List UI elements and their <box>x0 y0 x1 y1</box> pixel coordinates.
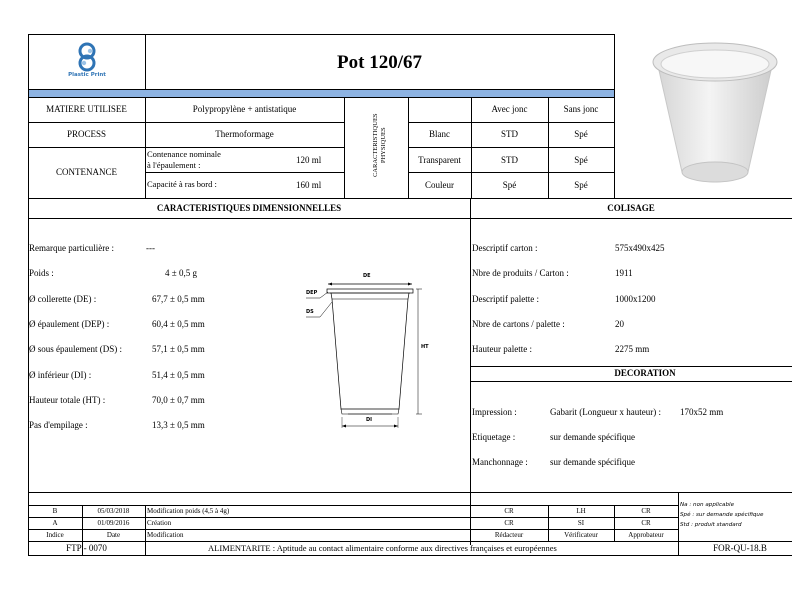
contenance-nominale-value: 120 ml <box>296 155 322 165</box>
ht-label: HT <box>421 344 429 350</box>
colisage-label: Nbre de cartons / palette : <box>472 319 565 329</box>
rev-header-approbateur: Approbateur <box>628 531 664 539</box>
de-label: DE <box>363 273 371 279</box>
rev-redacteur: CR <box>504 507 514 515</box>
colisage-value: 20 <box>615 319 624 329</box>
ds-label: DS <box>306 309 314 315</box>
colisage-header: COLISAGE <box>607 203 655 213</box>
colisage-value: 575x490x425 <box>615 243 665 253</box>
process-label: PROCESS <box>66 129 107 139</box>
dim-label: Remarque particulière : <box>29 243 114 253</box>
logo-icon <box>46 40 128 74</box>
product-image <box>648 40 783 192</box>
phys-row-avec: STD <box>500 155 518 165</box>
colisage-value: 1911 <box>615 268 633 278</box>
capacite-value: 160 ml <box>296 180 322 190</box>
impression-size: 170x52 mm <box>680 407 724 417</box>
footer-ftp: FTP - 0070 <box>66 543 107 553</box>
phys-row-sans: Spé <box>574 155 588 165</box>
blue-band <box>29 90 614 97</box>
dim-value: 57,1 ± 0,5 mm <box>152 344 205 354</box>
etiquetage-label: Etiquetage : <box>472 432 516 442</box>
manchonnage-value: sur demande spécifique <box>550 457 635 467</box>
dim-label: Ø épaulement (DEP) : <box>29 319 110 329</box>
dep-label: DEP <box>306 290 318 296</box>
dim-header: CARACTERISTIQUES DIMENSIONNELLES <box>156 203 342 213</box>
rev-approbateur: CR <box>641 507 651 515</box>
dim-value: 13,3 ± 0,5 mm <box>152 420 205 430</box>
manchonnage-label: Manchonnage : <box>472 457 528 467</box>
rev-modification: Création <box>147 519 172 527</box>
dim-value: 70,0 ± 0,7 mm <box>152 395 205 405</box>
colisage-value: 1000x1200 <box>615 294 656 304</box>
rev-verificateur: SI <box>577 519 585 527</box>
colisage-label: Descriptif palette : <box>472 294 539 304</box>
dim-value: --- <box>146 243 155 253</box>
footer-code: FOR-QU-18.B <box>713 543 767 553</box>
phys-row-sans: Spé <box>574 129 588 139</box>
cup-drawing <box>300 268 440 433</box>
phys-row-avec: Spé <box>502 180 517 190</box>
dim-value: 4 ± 0,5 g <box>165 268 197 278</box>
legend-spe: Spé : sur demande spécifique <box>680 512 764 518</box>
dim-label: Ø sous épaulement (DS) : <box>29 344 122 354</box>
contenance-label: CONTENANCE <box>56 167 117 177</box>
impression-label: Impression : <box>472 407 517 417</box>
capacite-label: Capacité à ras bord : <box>147 179 217 189</box>
rev-header-indice: Indice <box>46 531 64 539</box>
colisage-value: 2275 mm <box>615 344 650 354</box>
phys-row-name: Blanc <box>429 129 450 139</box>
contenance-nominale-label: Contenance nominale <box>147 149 221 159</box>
phys-row-name: Transparent <box>418 155 461 165</box>
contenance-nominale-label-2: à l'épaulement : <box>147 160 201 170</box>
etiquetage-value: sur demande spécifique <box>550 432 635 442</box>
rev-header-date: Date <box>106 531 121 539</box>
matiere-value: Polypropylène + antistatique <box>192 104 297 114</box>
rev-date: 05/03/2018 <box>97 507 130 515</box>
phys-row-name: Couleur <box>425 180 454 190</box>
footer-alimentarite: ALIMENTARITE : Aptitude au contact alimentaire conforme aux directives françaises et européennes <box>208 543 557 553</box>
phys-row-avec: STD <box>500 129 518 139</box>
phys-row-sans: Spé <box>574 180 588 190</box>
colisage-label: Nbre de produits / Carton : <box>472 268 569 278</box>
dim-label: Ø collerette (DE) : <box>29 294 97 304</box>
colisage-label: Descriptif carton : <box>472 243 538 253</box>
rev-indice: B <box>52 507 58 515</box>
rev-redacteur: CR <box>504 519 514 527</box>
rev-date: 01/09/2016 <box>97 519 130 527</box>
di-label: DI <box>366 417 373 423</box>
legend-na: Na : non applicable <box>680 502 735 508</box>
colisage-label: Hauteur palette : <box>472 344 532 354</box>
dim-label: Pas d'empilage : <box>29 420 88 430</box>
dim-value: 67,7 ± 0,5 mm <box>152 294 205 304</box>
rev-header-modification: Modification <box>147 531 184 539</box>
dim-label: Ø inférieur (DI) : <box>29 370 92 380</box>
rev-verificateur: LH <box>576 507 586 515</box>
rev-modification: Modification poids (4,5 à 4g) <box>147 507 230 515</box>
rev-indice: A <box>52 519 58 527</box>
page-title: Pot 120/67 <box>337 52 422 73</box>
col-avec-jonc: Avec jonc <box>491 104 528 114</box>
rev-approbateur: CR <box>641 519 651 527</box>
rev-header-redacteur: Rédacteur <box>494 531 524 539</box>
col-sans-jonc: Sans jonc <box>563 104 599 114</box>
dim-value: 60,4 ± 0,5 mm <box>152 319 205 329</box>
dim-value: 51,4 ± 0,5 mm <box>152 370 205 380</box>
phys-label: CARACTERISTIQUES PHYSIQUES <box>371 113 387 178</box>
impression-value: Gabarit (Longueur x hauteur) : <box>550 407 661 417</box>
process-value: Thermoformage <box>215 129 274 139</box>
decoration-header: DECORATION <box>614 368 676 378</box>
logo <box>46 40 128 84</box>
dim-label: Poids : <box>29 268 54 278</box>
matiere-label: MATIERE UTILISEE <box>46 104 127 114</box>
legend-std: Std : produit standard <box>680 522 742 528</box>
dim-label: Hauteur totale (HT) : <box>29 395 106 405</box>
logo-text: Plastic Print <box>68 72 106 78</box>
rev-header-verificateur: Vérificateur <box>564 531 598 539</box>
